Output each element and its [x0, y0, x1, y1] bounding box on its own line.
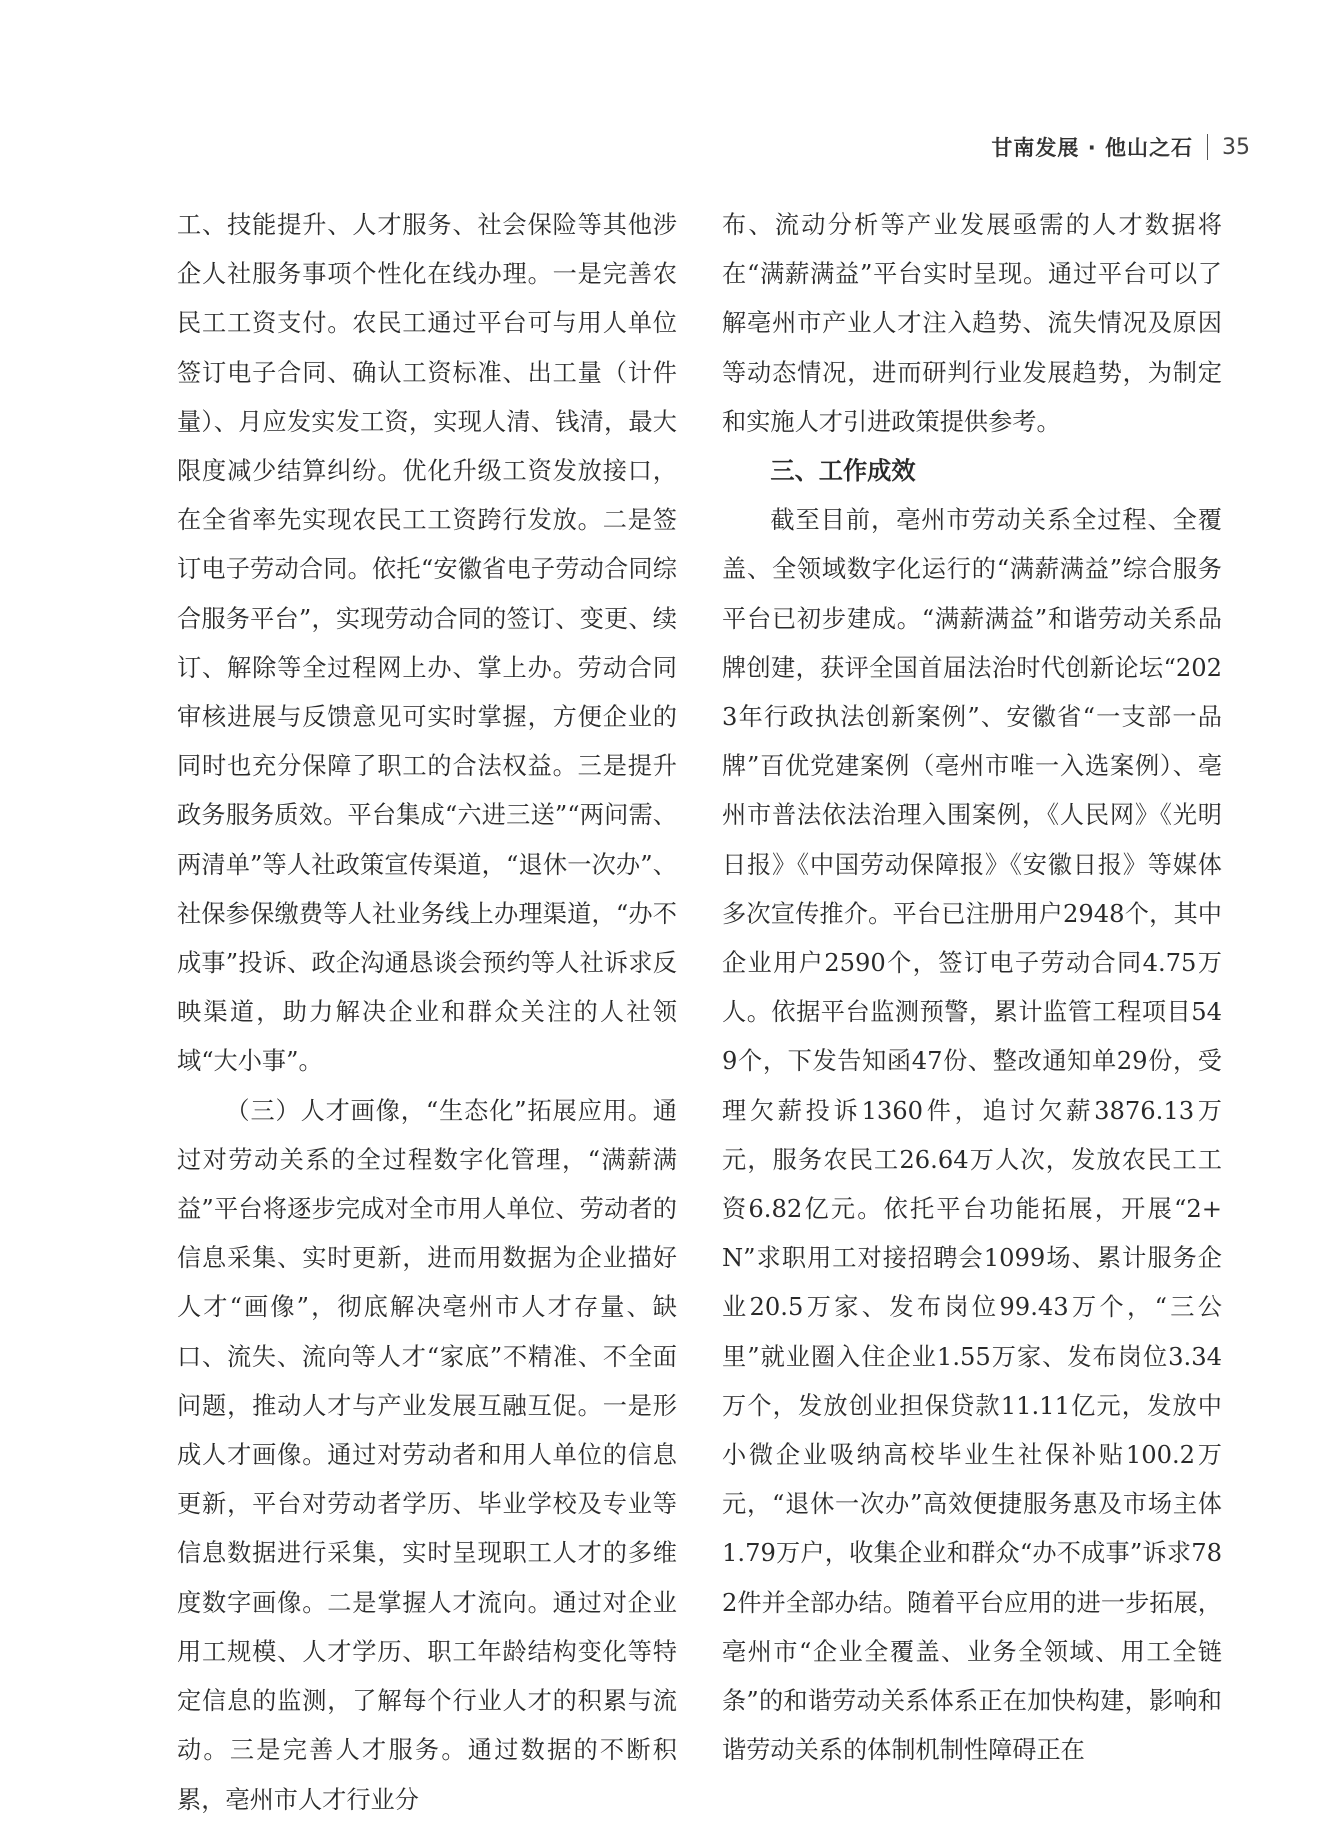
left-paragraph-1: 工、技能提升、人才服务、社会保险等其他涉企人社服务事项个性化在线办理。一是完善农民工工资支付。农民工通过平台可与用人单位签订电子合同、确认工资标准、出工量（计件量）、月应发实发工资，实现人清、钱清，最大限度减少结算纠纷。优化升级工资发放接口，在全省率先实现农民工工资跨行发放。二是签订电子劳动合同。依托“安徽省电子劳动合同综合服务平台”，实现劳动合同的签订、变更、续订、解除等全过程网上办、掌上办。劳动合同审核进展与反馈意见可实时掌握，方便企业的同时也充分保障了职工的合法权益。三是提升政务服务质效。平台集成“六进三送”“两问需、两清单”等人社政策宣传渠道，“退休一次办”、社保参保缴费等人社业务线上办理渠道，“办不成事”投诉、政企沟通恳谈会预约等人社诉求反映渠道，助力解决企业和群众关注的人社领域“大小事”。: [177, 211, 677, 1076]
right-paragraph-2: 截至目前，亳州市劳动关系全过程、全覆盖、全领域数字化运行的“满薪满益”综合服务平台已初步建成。“满薪满益”和谐劳动关系品牌创建，获评全国首届法治时代创新论坛“2023年行政执法创新案例”、安徽省“一支部一品牌”百优党建案例（亳州市唯一入选案例）、亳州市普法依法治理入围案例，《人民网》《光明日报》《中国劳动保障报》《安徽日报》等媒体多次宣传推介。平台已注册用户2948个，其中企业用户2590个，签订电子劳动合同4.75万人。依据平台监测预警，累计监管工程项目549个，下发告知函47份、整改通知单29份，受理欠薪投诉1360件，追讨欠薪3876.13万元，服务农民工26.64万人次，发放农民工工资6.82亿元。依托平台功能拓展，开展“2+N”求职用工对接招聘会1099场、累计服务企业20.5万家、发布岗位99.43万个，“三公里”就业圈入住企业1.55万家、发布岗位3.34万个，发放创业担保贷款11.11亿元，发放中小微企业吸纳高校毕业生社保补贴100.2万元，“退休一次办”高效便捷服务惠及市场主体1.79万户，收集企业和群众“办不成事”诉求782件并全部办结。随着平台应用的进一步拓展，亳州市“企业全覆盖、业务全领域、用工全链条”的和谐劳动关系体系正在加快构建，影响和谐劳动关系的体制机制性障碍正在: [722, 506, 1222, 1765]
page-header: [991, 132, 1250, 162]
right-column: [722, 201, 1222, 1776]
left-column: [177, 201, 677, 1825]
section-heading: 三、工作成效: [770, 457, 916, 486]
left-paragraph-2: （三）人才画像，“生态化”拓展应用。通过对劳动关系的全过程数字化管理，“满薪满益”平台将逐步完成对全市用人单位、劳动者的信息采集、实时更新，进而用数据为企业描好人才“画像”，彻底解决亳州市人才存量、缺口、流失、流向等人才“家底”不精准、不全面问题，推动人才与产业发展互融互促。一是形成人才画像。通过对劳动者和用人单位的信息更新，平台对劳动者学历、毕业学校及专业等信息数据进行采集，实时呈现职工人才的多维度数字画像。二是掌握人才流向。通过对企业用工规模、人才学历、职工年龄结构变化等特定信息的监测，了解每个行业人才的积累与流动。三是完善人才服务。通过数据的不断积累，亳州市人才行业分: [177, 1096, 677, 1814]
header-divider: [1207, 134, 1208, 160]
section-title: 甘南发展 · 他山之石: [991, 136, 1193, 160]
right-paragraph-1: 布、流动分析等产业发展亟需的人才数据将在“满薪满益”平台实时呈现。通过平台可以了解亳州市产业人才注入趋势、流失情况及原因等动态情况，进而研判行业发展趋势，为制定和实施人才引进政策提供参考。: [722, 211, 1222, 436]
page-number: 35: [1222, 134, 1250, 160]
